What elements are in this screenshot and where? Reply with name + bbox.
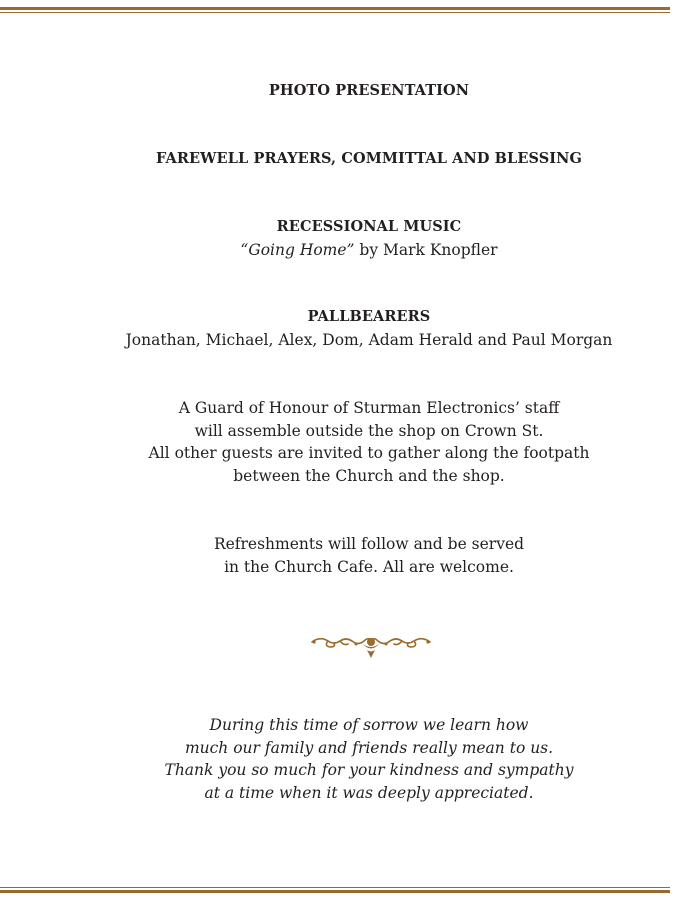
refreshments-line: in the Church Cafe. All are welcome. — [224, 557, 514, 576]
farewell-text: FAREWELL PRAYERS, COMMITTAL AND BLESSING — [155, 150, 583, 167]
guard-line: between the Church and the shop. — [233, 466, 505, 485]
top-border-rule — [0, 7, 670, 13]
top-border-thin-line — [0, 12, 670, 13]
refreshments-line: Refreshments will follow and be served — [213, 535, 525, 553]
farewell-heading — [0, 148, 676, 171]
pallbearers-section — [0, 306, 676, 351]
bottom-border-rule — [0, 887, 670, 893]
bottom-border-thick-line — [0, 890, 670, 893]
photo-presentation-text: PHOTO PRESENTATION — [268, 82, 470, 99]
closing-line: During this time of sorrow we learn how — [209, 716, 529, 734]
guard-line: All other guests are invited to gather along the footpath — [148, 444, 590, 462]
top-border-thick-line — [0, 7, 670, 10]
song-artist: by Mark Knopfler — [354, 240, 498, 259]
photo-presentation-heading — [0, 80, 676, 103]
closing-message — [0, 714, 676, 804]
bottom-border-thin-line — [0, 887, 670, 888]
refreshments-paragraph — [0, 533, 676, 578]
pallbearers-names: Jonathan, Michael, Alex, Dom, Adam Herald and Paul Morgan — [125, 330, 613, 349]
pallbearers-heading: PALLBEARERS — [307, 308, 431, 325]
closing-line: much our family and friends really mean to us. — [184, 738, 554, 757]
guard-line: A Guard of Honour of Sturman Electronics’ staff — [178, 399, 560, 417]
guard-of-honour-paragraph — [0, 397, 676, 487]
flourish-divider-icon — [310, 632, 432, 660]
recessional-song-line — [0, 239, 676, 262]
song-title: “Going Home” — [240, 240, 355, 259]
recessional-section — [0, 216, 676, 261]
guard-line: will assemble outside the shop on Crown St. — [194, 421, 544, 440]
closing-line: at a time when it was deeply appreciated. — [204, 783, 534, 802]
recessional-heading: RECESSIONAL MUSIC — [276, 218, 462, 235]
closing-line: Thank you so much for your kindness and sympathy — [164, 761, 574, 779]
